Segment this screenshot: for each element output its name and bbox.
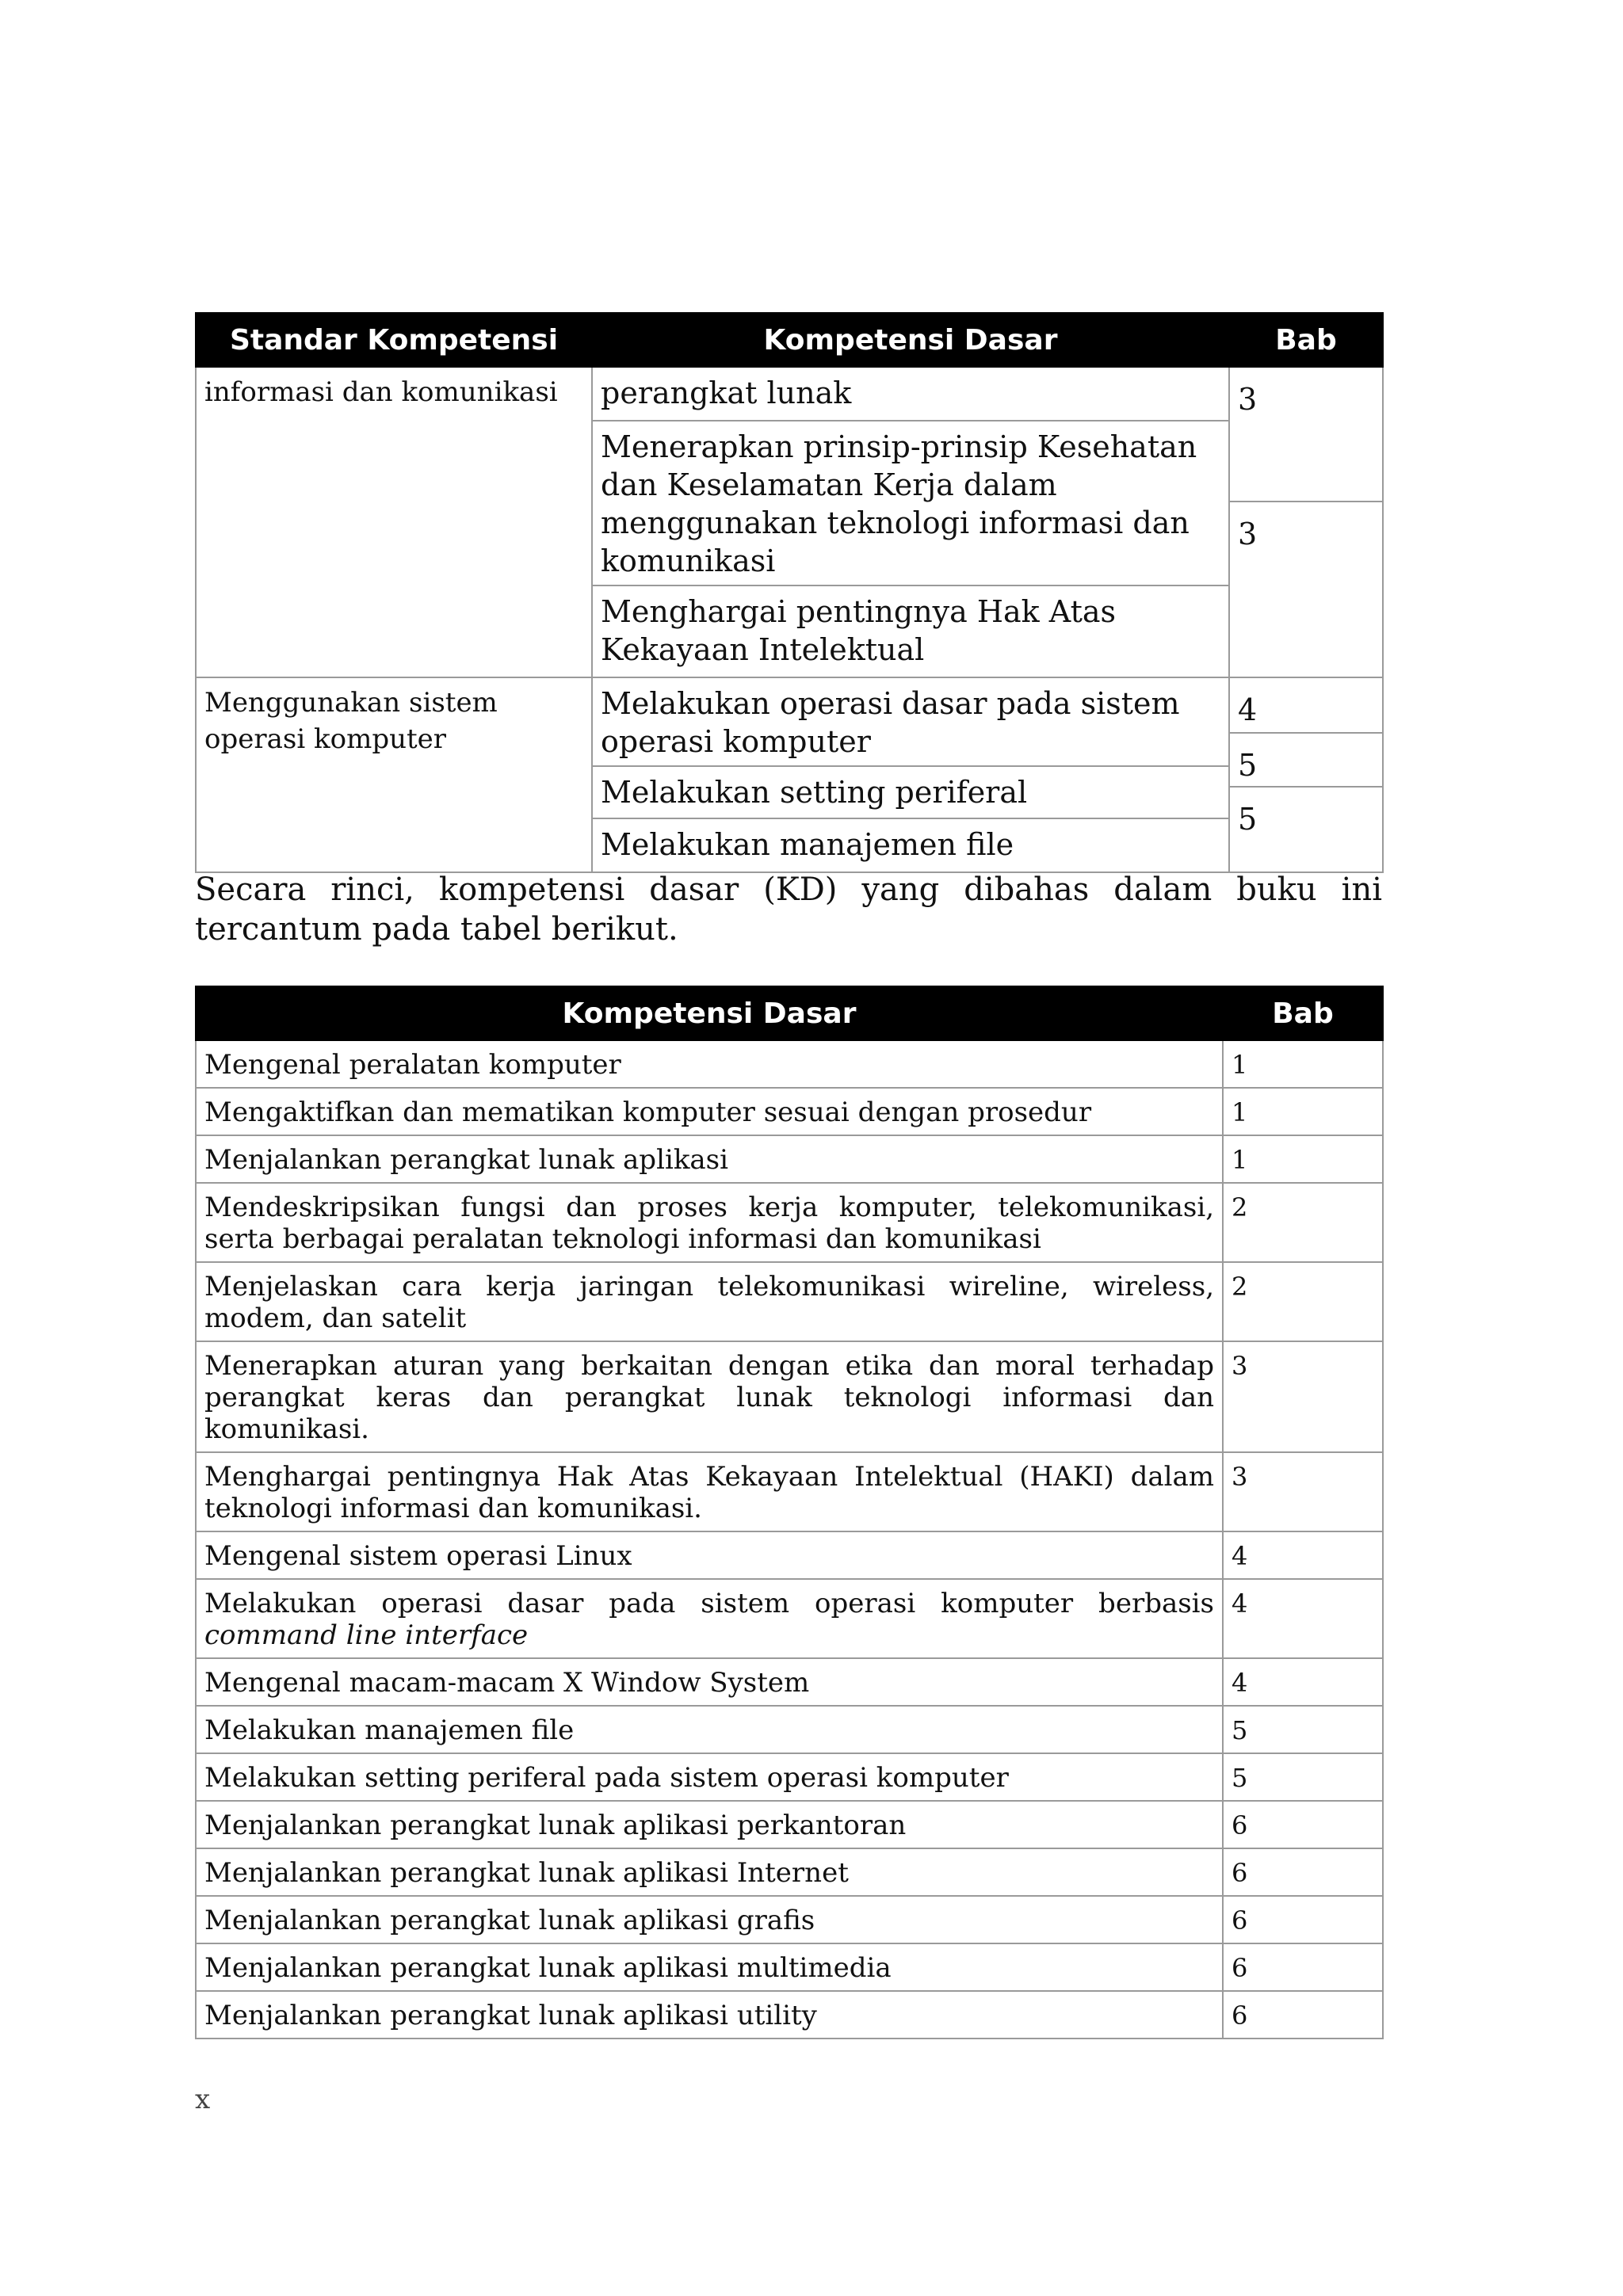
kd-cell: Mengenal peralatan komputer xyxy=(196,1040,1223,1088)
kd-cell: Menjalankan perangkat lunak aplikasi multimedia xyxy=(196,1943,1223,1991)
table-row xyxy=(196,1753,1383,1801)
table-row xyxy=(196,1088,1383,1135)
table-row xyxy=(196,1658,1383,1706)
bab-cell: 6 xyxy=(1223,1943,1383,1991)
kd-cell: Mendeskripsikan fungsi dan proses kerja komputer, telekomunikasi, serta berbagai peralatan teknologi informasi dan komunikasi xyxy=(196,1183,1223,1262)
bab-cell: 5 xyxy=(1223,1753,1383,1801)
kd-cell: Menjalankan perangkat lunak aplikasi Internet xyxy=(196,1848,1223,1896)
bab-cell: 6 xyxy=(1223,1801,1383,1848)
sk-cell: Menggunakan sistem operasi komputer xyxy=(196,677,592,872)
table-row xyxy=(196,1706,1383,1753)
kd-cell: Mengaktifkan dan mematikan komputer sesuai dengan prosedur xyxy=(196,1088,1223,1135)
table-row xyxy=(196,1991,1383,2039)
basic-competency-table xyxy=(195,986,1382,2039)
bab-cell: 4 xyxy=(1223,1658,1383,1706)
kd-cell: Menjalankan perangkat lunak aplikasi utility xyxy=(196,1991,1223,2039)
bab-cell: 2 xyxy=(1223,1262,1383,1341)
table2-body xyxy=(196,1040,1383,2039)
bab-cell: 5 xyxy=(1229,787,1383,872)
kd-cell: Melakukan operasi dasar pada sistem operasi komputer xyxy=(592,677,1229,766)
kd-cell: Menghargai pentingnya Hak Atas Kekayaan Intelektual xyxy=(592,585,1229,677)
bab-cell: 3 xyxy=(1223,1452,1383,1531)
intro-paragraph: Secara rinci, kompetensi dasar (KD) yang dibahas dalam buku ini tercantum pada tabel berikut. xyxy=(195,871,1382,948)
table2-header-row xyxy=(196,986,1383,1040)
kd-cell: Melakukan setting periferal pada sistem operasi komputer xyxy=(196,1753,1223,1801)
table-row xyxy=(196,1262,1383,1341)
kd-italic-text: command line interface xyxy=(204,1619,529,1651)
table-row xyxy=(196,1896,1383,1943)
kd-cell: Menjalankan perangkat lunak aplikasi perkantoran xyxy=(196,1801,1223,1848)
kd-cell: perangkat lunak xyxy=(592,367,1229,421)
bab-cell: 3 xyxy=(1229,367,1383,502)
table-row xyxy=(196,1943,1383,1991)
bab-cell: 1 xyxy=(1223,1135,1383,1183)
kd-cell: Melakukan setting periferal xyxy=(592,766,1229,818)
table-row xyxy=(196,1183,1383,1262)
kd-cell: Mengenal sistem operasi Linux xyxy=(196,1531,1223,1579)
kd-cell: Menjalankan perangkat lunak aplikasi grafis xyxy=(196,1896,1223,1943)
table-row xyxy=(196,1040,1383,1088)
bab-cell: 6 xyxy=(1223,1896,1383,1943)
bab-cell: 1 xyxy=(1223,1088,1383,1135)
bab-cell: 3 xyxy=(1229,502,1383,677)
table-row xyxy=(196,1801,1383,1848)
kd-cell: Mengenal macam-macam X Window System xyxy=(196,1658,1223,1706)
bab-cell: 2 xyxy=(1223,1183,1383,1262)
bab-cell: 4 xyxy=(1223,1579,1383,1658)
table-row xyxy=(196,1848,1383,1896)
kd-cell xyxy=(196,1579,1223,1658)
table2 xyxy=(195,986,1384,2039)
header-kompetensi-dasar: Kompetensi Dasar xyxy=(196,986,1223,1040)
page-number: x xyxy=(195,2084,212,2115)
bab-cell: 6 xyxy=(1223,1848,1383,1896)
bab-cell: 3 xyxy=(1223,1341,1383,1452)
kd-cell: Menerapkan aturan yang berkaitan dengan etika dan moral terhadap perangkat keras dan perangkat lunak teknologi informasi dan komunikasi. xyxy=(196,1341,1223,1452)
table-row xyxy=(196,677,1383,733)
header-standar-kompetensi: Standar Kompetensi xyxy=(196,313,592,367)
table1 xyxy=(195,312,1384,873)
kd-cell: Menghargai pentingnya Hak Atas Kekayaan Intelektual (HAKI) dalam teknologi informasi dan komunikasi. xyxy=(196,1452,1223,1531)
table-row xyxy=(196,367,1383,421)
table-row xyxy=(196,1579,1383,1658)
kd-cell: Melakukan manajemen file xyxy=(196,1706,1223,1753)
kd-cell: Menerapkan prinsip-prinsip Kesehatan dan Keselamatan Kerja dalam menggunakan teknologi informasi dan komunikasi xyxy=(592,421,1229,585)
kd-text: Melakukan operasi dasar pada sistem operasi komputer berbasis xyxy=(204,1588,1214,1619)
bab-cell: 5 xyxy=(1229,733,1383,787)
bab-cell: 5 xyxy=(1223,1706,1383,1753)
kd-cell: Menjalankan perangkat lunak aplikasi xyxy=(196,1135,1223,1183)
bab-cell: 4 xyxy=(1223,1531,1383,1579)
header-kompetensi-dasar: Kompetensi Dasar xyxy=(592,313,1229,367)
table1-header-row xyxy=(196,313,1383,367)
competency-standard-table xyxy=(195,312,1382,873)
sk-cell: informasi dan komunikasi xyxy=(196,367,592,677)
header-bab: Bab xyxy=(1229,313,1383,367)
kd-cell: Melakukan manajemen file xyxy=(592,818,1229,872)
table-row xyxy=(196,1341,1383,1452)
table-row xyxy=(196,1531,1383,1579)
bab-cell: 6 xyxy=(1223,1991,1383,2039)
table-row xyxy=(196,1135,1383,1183)
kd-cell: Menjelaskan cara kerja jaringan telekomunikasi wireline, wireless, modem, dan satelit xyxy=(196,1262,1223,1341)
bab-cell: 1 xyxy=(1223,1040,1383,1088)
bab-cell: 4 xyxy=(1229,677,1383,733)
header-bab: Bab xyxy=(1223,986,1383,1040)
table-row xyxy=(196,1452,1383,1531)
